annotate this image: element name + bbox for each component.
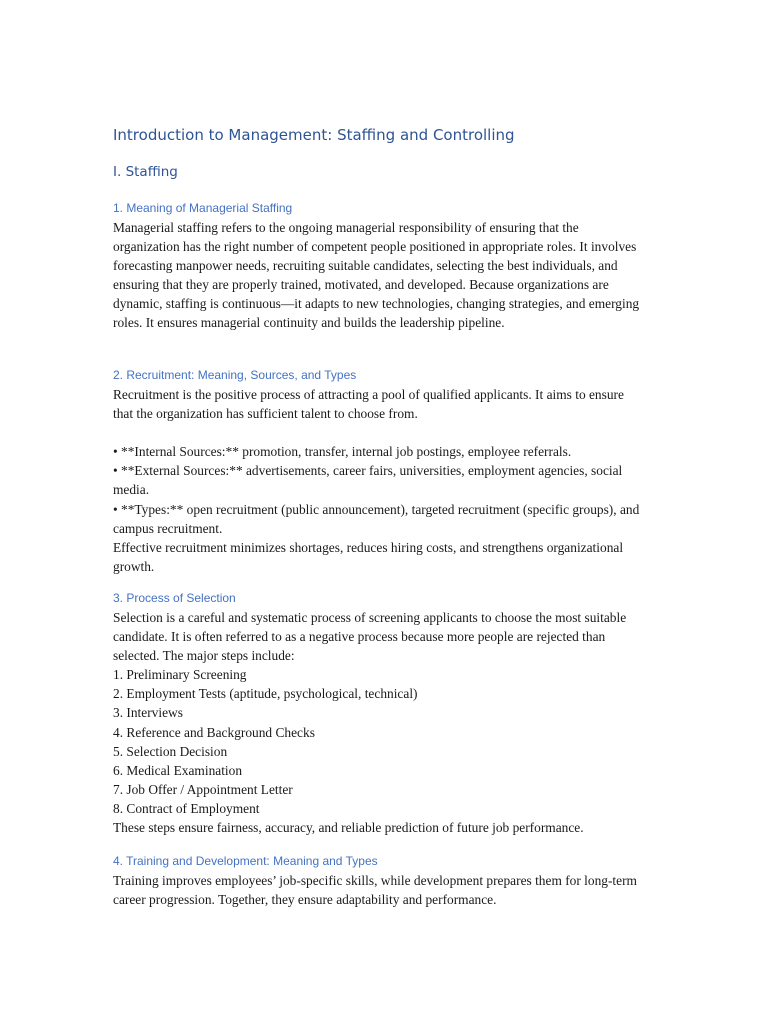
blank-line bbox=[113, 423, 643, 442]
paragraph-selection-intro: Selection is a careful and systematic process of screening applicants to choose the most suitable candidate. It is often referred to as a negative process because more people are rejected than selected. The major steps include: bbox=[113, 610, 627, 664]
subsection-heading-training: 4. Training and Development: Meaning and Types bbox=[113, 854, 378, 868]
selection-step: 3. Interviews bbox=[113, 705, 183, 721]
subsection-selection bbox=[113, 589, 643, 837]
section-heading-staffing: I. Staffing bbox=[113, 164, 178, 180]
selection-step: 6. Medical Examination bbox=[113, 762, 243, 778]
selection-step: 5. Selection Decision bbox=[113, 743, 228, 759]
selection-step: 2. Employment Tests (aptitude, psychological, technical) bbox=[113, 686, 418, 702]
paragraph-meaning: Managerial staffing refers to the ongoing managerial responsibility of ensuring that the organization has the right number of competent people positioned in appropriate roles. It involves forecasting manpower needs, recruiting suitable candidates, selecting the best individuals, and ensuring that they are properly trained, motivated, and developed. Because organizations are dynamic, staffing is continuous—it adapts to new technologies, changing strategies, and emerging roles. It ensures managerial continuity and builds the leadership pipeline. bbox=[113, 220, 640, 331]
bullet-types: • **Types:** open recruitment (public announcement), targeted recruitment (specific groups), and campus recruitment. bbox=[113, 501, 640, 536]
bullet-external-sources: • **External Sources:** advertisements, career fairs, universities, employment agencies, social media. bbox=[113, 463, 623, 498]
selection-step: 8. Contract of Employment bbox=[113, 800, 260, 816]
selection-step: 7. Job Offer / Appointment Letter bbox=[113, 781, 293, 797]
paragraph-training: Training improves employees’ job-specific skills, while development prepares them for long-term career progression. Together, they ensure adaptability and performance. bbox=[113, 873, 637, 908]
paragraph-recruitment-intro: Recruitment is the positive process of attracting a pool of qualified applicants. It aims to ensure that the organization has sufficient talent to choose from. bbox=[113, 387, 624, 422]
subsection-recruitment bbox=[113, 366, 643, 576]
subsection-heading-selection: 3. Process of Selection bbox=[113, 591, 236, 605]
paragraph-selection-closing: These steps ensure fairness, accuracy, and reliable prediction of future job performance. bbox=[113, 820, 584, 836]
bullet-internal-sources: • **Internal Sources:** promotion, transfer, internal job postings, employee referrals. bbox=[113, 444, 572, 460]
subsection-heading-recruitment: 2. Recruitment: Meaning, Sources, and Types bbox=[113, 368, 357, 382]
selection-step: 4. Reference and Background Checks bbox=[113, 724, 315, 740]
subsection-training bbox=[113, 852, 643, 909]
selection-step: 1. Preliminary Screening bbox=[113, 667, 247, 683]
subsection-heading-meaning: 1. Meaning of Managerial Staffing bbox=[113, 201, 293, 215]
paragraph-recruitment-closing: Effective recruitment minimizes shortages, reduces hiring costs, and strengthens organizational growth. bbox=[113, 539, 624, 574]
document-title: Introduction to Management: Staffing and Controlling bbox=[113, 126, 515, 144]
subsection-meaning bbox=[113, 199, 643, 333]
